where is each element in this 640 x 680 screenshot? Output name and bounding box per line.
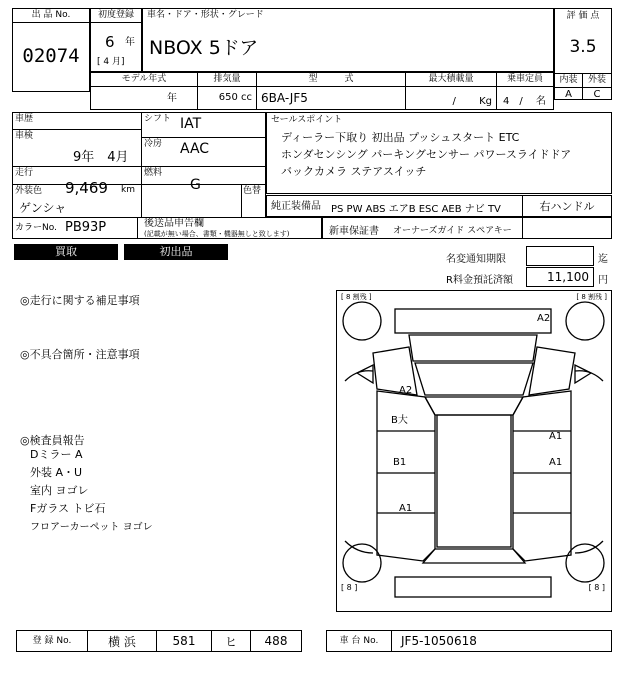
windshield <box>415 363 533 395</box>
capacity-label: 乗車定員 <box>496 72 554 87</box>
spec-row <box>90 72 554 110</box>
mark-a2-bumper: A2 <box>537 313 551 324</box>
rear-bumper <box>395 577 551 597</box>
ac-cell <box>141 137 266 167</box>
equipment-label: 純正装備品 <box>271 201 321 212</box>
inspector-line-5: フロアーカーペット ヨゴレ <box>30 522 153 533</box>
tire-rear-right <box>566 544 604 582</box>
shaken-label: 車検 <box>15 131 34 141</box>
front-bumper <box>395 309 551 333</box>
name-change-label: 名変通知期限 <box>446 254 506 265</box>
capacity-cell <box>496 86 554 110</box>
displacement-value <box>197 86 257 110</box>
exterior-color-cell <box>12 184 242 218</box>
type-value: 6BA-JF5 <box>261 91 308 105</box>
lot-no-label: 出 品 No. <box>13 9 89 23</box>
mileage-label: 走行 <box>15 168 34 178</box>
reg-kana: ヒ <box>211 630 251 652</box>
sales-point-cell <box>266 112 612 194</box>
shift-value: IAT <box>180 116 202 132</box>
sales-line-2: ホンダセンシング パーキングセンサー パワースライドドア <box>281 148 572 161</box>
chassis-label: 車 台 No. <box>326 630 392 652</box>
first-reg-label: 初度登録 <box>91 9 141 23</box>
first-reg-cell <box>90 8 142 72</box>
exterior-color: ゲンシャ <box>19 201 67 215</box>
max-load-cell <box>405 86 497 110</box>
inspector-line-4: Fガラス トビ石 <box>30 502 106 515</box>
sales-point-label: セールスポイント <box>271 115 343 125</box>
model-year-value <box>90 86 198 110</box>
history-label: 車歴 <box>15 114 34 124</box>
name-change-value <box>526 246 594 266</box>
reg-no-label: 登 録 No. <box>16 630 88 652</box>
score-label: 評 価 点 <box>566 10 600 21</box>
right-side <box>513 391 571 561</box>
badge-kaitori: 買取 <box>14 244 118 260</box>
car-name-label: 車名・ドア・形状・グレード <box>147 10 264 20</box>
inspector-line-2: 外装 A・U <box>30 466 83 479</box>
color-no-label: カラーNo. <box>15 223 57 233</box>
shift-label: シフト <box>144 114 172 124</box>
max-load-value: / Kg <box>452 96 492 107</box>
exterior-color-label: 外装色 <box>15 186 43 196</box>
warranty-extra-cell <box>522 217 612 239</box>
recycle-label: R料金預託済額 <box>446 275 513 286</box>
displacement: 650 cc <box>218 92 252 103</box>
exterior-label: 外装 <box>583 73 611 87</box>
name-change-unit: 迄 <box>598 254 608 265</box>
equipment-cell <box>266 195 523 217</box>
lot-no-cell <box>12 8 90 92</box>
mileage-unit: km <box>121 185 135 195</box>
score: 3.5 <box>569 37 597 57</box>
inspector-line-3: 室内 ヨゴレ <box>30 484 89 497</box>
recycle-unit: 円 <box>598 275 608 286</box>
color-no: PB93P <box>65 220 107 235</box>
mileage-value: 9,469 <box>65 179 108 197</box>
car-outline <box>337 291 611 611</box>
max-load-label: 最大積載量 <box>405 72 497 87</box>
sales-line-1: ディーラー下取り 初出品 プッシュスタート ETC <box>281 131 520 144</box>
model-year-label: モデル年式 <box>90 72 198 87</box>
chassis-no: JF5-1050618 <box>401 634 477 648</box>
fuel-value: G <box>190 177 201 193</box>
history-cell <box>12 112 142 130</box>
car-name-cell <box>142 8 554 72</box>
exterior-grade: C <box>583 87 611 100</box>
reg-number: 488 <box>250 630 302 652</box>
first-reg-year: 6 <box>105 33 115 51</box>
first-reg-year-unit: 年 <box>125 37 135 48</box>
interior-label: 内装 <box>555 73 583 87</box>
mark-a1-right-upper: A1 <box>549 431 563 442</box>
fuel-label: 燃料 <box>144 168 163 178</box>
ac-value: AAC <box>180 141 210 157</box>
tire-label-rear-left: [ 8 ] <box>341 583 358 592</box>
mirror-left <box>357 365 373 383</box>
tire-label-front-right: [ 8 割残 ] <box>576 293 607 301</box>
warranty-cell <box>322 217 523 239</box>
tire-front-right <box>566 302 604 340</box>
recycle-value: 11,100 <box>547 270 589 284</box>
score-cell <box>554 8 612 100</box>
tire-front-left <box>343 302 381 340</box>
tire-label-rear-right: [ 8 ] <box>588 583 605 592</box>
first-reg-month: [ 4 月] <box>97 57 125 67</box>
post-doc-note: (記載が無い場合、書類・機器無しと致します) <box>144 230 290 238</box>
color-change-label: 色替 <box>243 186 262 196</box>
post-doc-cell <box>137 217 322 239</box>
color-no-cell <box>12 217 138 239</box>
badge-first-listing: 初出品 <box>124 244 228 260</box>
hood <box>409 335 537 361</box>
tire-rear-left <box>343 544 381 582</box>
defects-note: ◎不具合箇所・注意事項 <box>20 348 140 361</box>
sales-line-3: バックカメラ ステアスイッチ <box>281 165 427 178</box>
equipment: PS PW ABS エアB ESC AEB ナビ TV <box>331 204 501 215</box>
roof <box>437 415 511 547</box>
shaken-value: 9年 4月 <box>73 150 129 165</box>
interior-grade: A <box>555 87 583 100</box>
reg-class: 581 <box>156 630 212 652</box>
chassis-row <box>326 630 612 652</box>
mark-b1: B1 <box>393 457 407 468</box>
capacity-value: 4 / 名 <box>503 96 546 107</box>
car-diagram-frame <box>336 290 612 612</box>
reg-no-row <box>16 630 302 652</box>
lot-no: 02074 <box>22 45 80 67</box>
ac-label: 冷房 <box>144 139 163 149</box>
reg-area: 横 浜 <box>87 630 157 652</box>
handle-cell: 右ハンドル <box>522 195 612 217</box>
model-year-unit: 年 <box>167 93 177 104</box>
mark-b-large: B大 <box>391 415 408 426</box>
warranty-label: 新車保証書 <box>329 226 379 237</box>
tire-label-front-left: [ 8 割残 ] <box>341 293 372 301</box>
type-label: 型 式 <box>256 72 406 87</box>
driving-note: ◎走行に関する補足事項 <box>20 294 140 307</box>
color-change-cell <box>241 184 266 218</box>
car-name: NBOX 5ドア <box>149 37 259 59</box>
mark-a1-right-lower: A1 <box>549 457 563 468</box>
recycle-value-cell <box>526 267 594 287</box>
front-fender-right <box>529 347 575 395</box>
mirror-right <box>575 365 591 383</box>
mark-a2-fender: A2 <box>399 385 413 396</box>
post-doc-label: 後送品申告欄 <box>144 218 204 229</box>
type-value-cell <box>256 86 406 110</box>
mark-a1-left-rear: A1 <box>399 503 413 514</box>
warranty: オーナーズガイド スペアキー <box>393 226 512 236</box>
inspector-line-1: Dミラー A <box>30 448 83 461</box>
displacement-label: 排気量 <box>197 72 257 87</box>
inspector-label: ◎検査員報告 <box>20 434 85 447</box>
shift-cell <box>141 112 266 138</box>
shaken-cell <box>12 129 142 167</box>
